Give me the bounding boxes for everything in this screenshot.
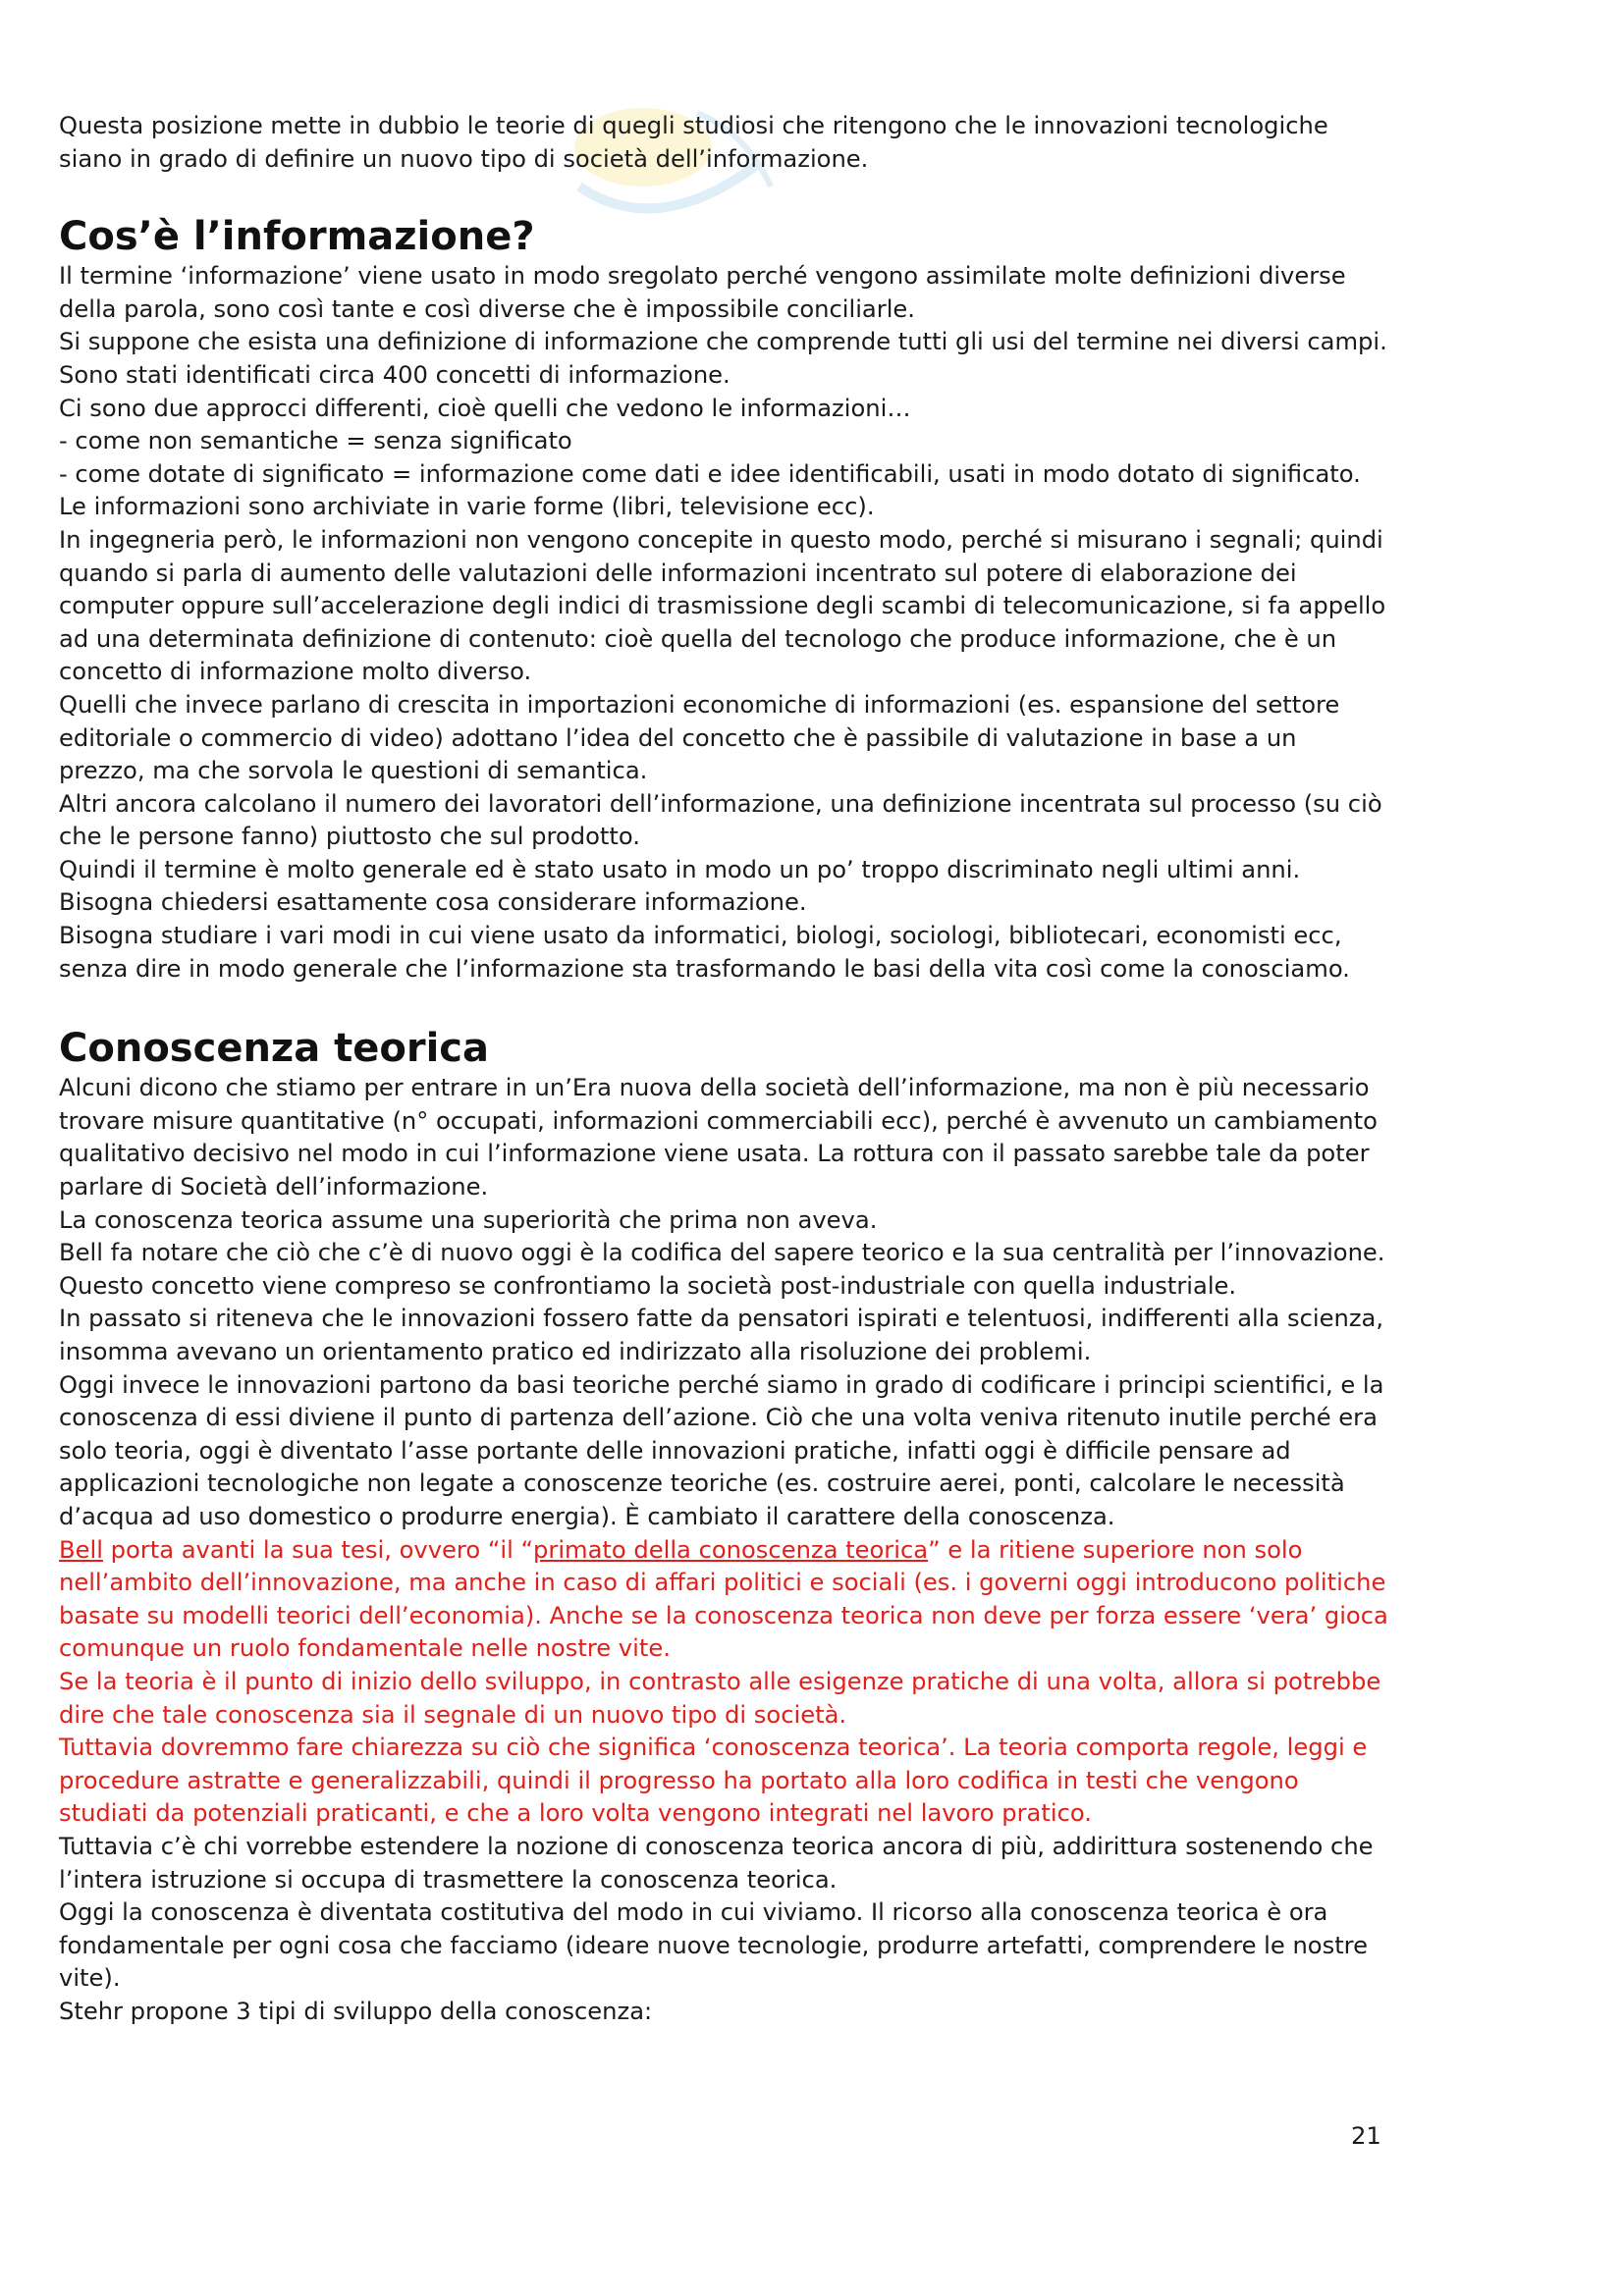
section-title-informazione: Cos’è l’informazione? — [59, 214, 535, 260]
paragraph: Ci sono due approcci differenti, cioè quelli che vedono le informazioni… — [59, 394, 911, 422]
paragraph: Oggi invece le innovazioni partono da basi teoriche perché siamo in grado di codificare i principi scientifici, e la conoscenza di essi diviene il punto di partenza dell’azione. Ciò che una volta veniva ritenuto inutile perché era solo teoria, oggi è diventato l’asse portante delle innovazioni pratiche, infatti oggi è difficile pensare ad applicazioni tecnologiche non legate a conoscenze teoriche (es. costruire aerei, ponti, calcolare le necessità d’acqua ad uso domestico o produrre energia). È cambiato il carattere della conoscenza. — [59, 1370, 1384, 1530]
list-item: - come non semantiche = senza significato — [59, 427, 572, 455]
paragraph: Bell fa notare che ciò che c’è di nuovo oggi è la codifica del sapere teorico e la sua centralità per l’innovazione. Questo concetto viene compreso se confrontiamo la società post-industriale con quella industriale. — [59, 1239, 1385, 1300]
paragraph: La conoscenza teorica assume una superiorità che prima non aveva. — [59, 1205, 878, 1234]
paragraph: In passato si riteneva che le innovazioni fossero fatte da pensatori ispirati e telentuosi, indifferenti alla scienza, insomma avevano un orientamento pratico ed indirizzato alla risoluzione dei problemi. — [59, 1305, 1384, 1365]
page-number: 21 — [1351, 2122, 1381, 2150]
highlighted-paragraph: Se la teoria è il punto di inizio dello sviluppo, in contrasto alle esigenze pratiche di una volta, allora si potrebbe dire che tale conoscenza sia il segnale di un nuovo tipo di società. — [59, 1667, 1381, 1729]
paragraph: Quindi il termine è molto generale ed è stato usato in modo un po’ troppo discriminato negli ultimi anni. Bisogna chiedersi esattamente cosa considerare informazione. — [59, 855, 1301, 917]
primato-link[interactable]: primato della conoscenza teorica — [533, 1535, 929, 1564]
paragraph: Alcuni dicono che stiamo per entrare in un’Era nuova della società dell’informazione, ma non è più necessario trovare misure quantitative (n° occupati, informazioni commerciabili ecc), perché è avvenuto un cambiamento qualitativo decisivo nel modo in cui l’informazione viene usata. La rottura con il passato sarebbe tale da poter parlare di Società dell’informazione. — [59, 1074, 1378, 1201]
bell-reference: Bell — [59, 1535, 103, 1564]
paragraph: Tuttavia c’è chi vorrebbe estendere la nozione di conoscenza teorica ancora di più, addirittura sostenendo che l’intera istruzione si occupa di trasmettere la conoscenza teorica. — [59, 1832, 1374, 1894]
section-title-conoscenza-teorica: Conoscenza teorica — [59, 1026, 489, 1072]
paragraph: Altri ancora calcolano il numero dei lavoratori dell’informazione, una definizione incentrata sul processo (su ciò che le persone fanno) piuttosto che sul prodotto. — [59, 789, 1382, 851]
intro-paragraph: Questa posizione mette in dubbio le teorie di quegli studiosi che ritengono che le innovazioni tecnologiche siano in grado di definire un nuovo tipo di società dell’informazione. — [59, 112, 1328, 173]
paragraph: Stehr propone 3 tipi di sviluppo della conoscenza: — [59, 1997, 653, 2025]
list-item: - come dotate di significato = informazione come dati e idee identificabili, usati in modo dotato di significato. Le informazioni sono archiviate in varie forme (libri, televisione ecc). — [59, 459, 1361, 521]
document-page — [59, 110, 1389, 2028]
paragraph: Si suppone che esista una definizione di informazione che comprende tutti gli usi del termine nei diversi campi. Sono stati identificati circa 400 concetti di informazione. — [59, 328, 1387, 389]
paragraph: Il termine ‘informazione’ viene usato in modo sregolato perché vengono assimilate molte definizioni diverse della parola, sono così tante e così diverse che è impossibile conciliarle. — [59, 262, 1346, 323]
highlighted-paragraph: Tuttavia dovremmo fare chiarezza su ciò che significa ‘conoscenza teorica’. La teoria comporta regole, leggi e procedure astratte e generalizzabili, quindi il progresso ha portato alla loro codifica in testi che vengono studiati da potenziali praticanti, e che a loro volta vengono integrati nel lavoro pratico. — [59, 1734, 1368, 1828]
paragraph: Oggi la conoscenza è diventata costitutiva del modo in cui viviamo. Il ricorso alla conoscenza teorica è ora fondamentale per ogni cosa che facciamo (ideare nuove tecnologie, produrre artefatti, comprendere le nostre vite). — [59, 1898, 1368, 1993]
paragraph: Quelli che invece parlano di crescita in importazioni economiche di informazioni (es. espansione del settore editoriale o commercio di video) adottano l’idea del concetto che è passibile di valutazione in base a un prezzo, ma che sorvola le questioni di semantica. — [59, 690, 1340, 785]
highlighted-text: ” e la ritiene superiore non solo nell’ambito dell’innovazione, ma anche in caso di affari politici e sociali (es. i governi oggi introducono politiche basate su modelli teorici dell’economia). Anche se la conoscenza teorica non deve per forza essere ‘vera’ gioca comunque un ruolo fondamentale nelle nostre vite. — [59, 1535, 1388, 1663]
highlighted-text: porta avanti la sua tesi, ovvero “il “ — [102, 1535, 534, 1564]
paragraph: In ingegneria però, le informazioni non vengono concepite in questo modo, perché si misurano i segnali; quindi quando si parla di aumento delle valutazioni delle informazioni incentrato sul potere di elaborazione dei computer oppure sull’accelerazione degli indici di trasmissione degli scambi di telecomunicazione, si fa appello ad una determinata definizione di contenuto: cioè quella del tecnologo che produce informazione, che è un concetto di informazione molto diverso. — [59, 525, 1386, 686]
highlighted-paragraph — [59, 1534, 1389, 1666]
paragraph: Bisogna studiare i vari modi in cui viene usato da informatici, biologi, sociologi, bibliotecari, economisti ecc, senza dire in modo generale che l’informazione sta trasformando le basi della vita così come la conosciamo. — [59, 922, 1350, 983]
